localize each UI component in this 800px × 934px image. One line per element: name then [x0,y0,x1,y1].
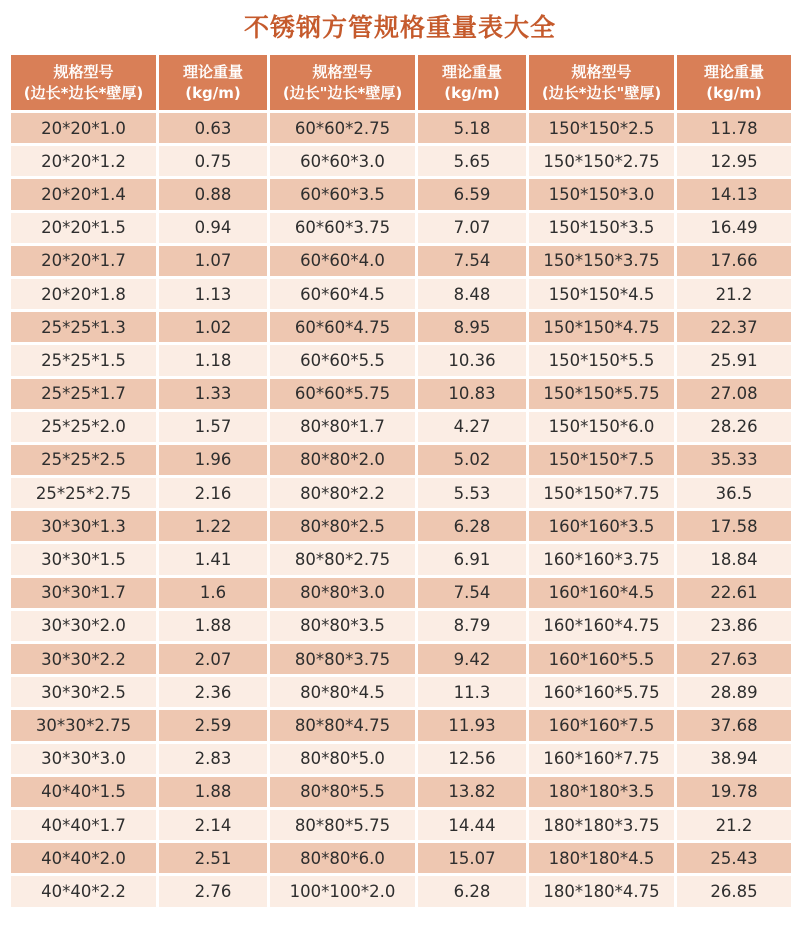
spec-cell: 40*40*2.2 [11,876,156,906]
spec-cell: 60*60*3.5 [270,179,415,209]
spec-cell: 30*30*1.5 [11,544,156,574]
weight-cell: 18.84 [677,544,791,574]
table-row [11,843,791,873]
weight-cell: 0.75 [159,146,267,176]
spec-cell: 150*150*5.5 [529,345,674,375]
weight-cell: 5.65 [418,146,526,176]
weight-cell: 25.43 [677,843,791,873]
column-header [418,55,526,110]
weight-cell: 10.36 [418,345,526,375]
spec-cell: 60*60*3.75 [270,213,415,243]
table-row [11,876,791,906]
column-header [677,55,791,110]
spec-cell: 60*60*4.5 [270,279,415,309]
spec-cell: 160*160*3.5 [529,511,674,541]
weight-cell: 1.22 [159,511,267,541]
spec-cell: 40*40*2.0 [11,843,156,873]
spec-cell: 150*150*7.75 [529,478,674,508]
weight-cell: 28.26 [677,412,791,442]
weight-cell: 8.79 [418,611,526,641]
column-header-title: 规格型号 [312,62,373,81]
spec-cell: 20*20*1.2 [11,146,156,176]
weight-cell: 23.86 [677,611,791,641]
weight-cell: 1.88 [159,777,267,807]
weight-cell: 14.13 [677,179,791,209]
weight-cell: 27.63 [677,644,791,674]
weight-cell: 7.54 [418,578,526,608]
spec-cell: 60*60*3.0 [270,146,415,176]
spec-cell: 25*25*1.3 [11,312,156,342]
spec-cell: 25*25*2.75 [11,478,156,508]
spec-cell: 20*20*1.0 [11,113,156,143]
column-header-subtitle: (边长"边长*壁厚) [282,83,403,102]
spec-cell: 60*60*4.0 [270,246,415,276]
page-title: 不锈钢方管规格重量表大全 [243,13,556,42]
spec-cell: 150*150*7.5 [529,445,674,475]
column-header-subtitle: (kg/m) [185,83,241,102]
weight-cell: 8.48 [418,279,526,309]
weight-cell: 5.53 [418,478,526,508]
column-header [159,55,267,110]
spec-cell: 20*20*1.8 [11,279,156,309]
spec-cell: 100*100*2.0 [270,876,415,906]
column-header-subtitle: (kg/m) [706,83,762,102]
spec-cell: 150*150*2.75 [529,146,674,176]
spec-cell: 80*80*6.0 [270,843,415,873]
weight-cell: 6.91 [418,544,526,574]
spec-cell: 180*180*3.75 [529,810,674,840]
weight-cell: 22.61 [677,578,791,608]
spec-cell: 150*150*4.5 [529,279,674,309]
table-row [11,544,791,574]
spec-cell: 80*80*4.75 [270,710,415,740]
table-row [11,445,791,475]
table-row [11,478,791,508]
weight-cell: 4.27 [418,412,526,442]
weight-cell: 38.94 [677,744,791,774]
spec-cell: 160*160*4.75 [529,611,674,641]
table-row [11,810,791,840]
weight-cell: 5.02 [418,445,526,475]
spec-cell: 180*180*4.75 [529,876,674,906]
spec-cell: 80*80*1.7 [270,412,415,442]
weight-cell: 1.41 [159,544,267,574]
spec-cell: 150*150*2.5 [529,113,674,143]
column-header-subtitle: (kg/m) [444,83,500,102]
spec-cell: 160*160*7.5 [529,710,674,740]
weight-cell: 1.18 [159,345,267,375]
table-row [11,113,791,143]
weight-cell: 2.59 [159,710,267,740]
spec-cell: 80*80*3.0 [270,578,415,608]
spec-cell: 60*60*2.75 [270,113,415,143]
spec-cell: 150*150*3.0 [529,179,674,209]
table-row [11,379,791,409]
spec-cell: 30*30*2.75 [11,710,156,740]
spec-cell: 25*25*2.5 [11,445,156,475]
weight-cell: 1.13 [159,279,267,309]
spec-cell: 40*40*1.5 [11,777,156,807]
table-row [11,246,791,276]
spec-cell: 160*160*5.75 [529,677,674,707]
weight-cell: 14.44 [418,810,526,840]
spec-cell: 80*80*5.0 [270,744,415,774]
weight-cell: 2.51 [159,843,267,873]
spec-cell: 25*25*1.5 [11,345,156,375]
table-row [11,777,791,807]
weight-cell: 2.76 [159,876,267,906]
spec-cell: 30*30*2.0 [11,611,156,641]
spec-cell: 25*25*2.0 [11,412,156,442]
column-header-title: 规格型号 [53,62,114,81]
weight-cell: 6.28 [418,511,526,541]
weight-cell: 28.89 [677,677,791,707]
spec-cell: 25*25*1.7 [11,379,156,409]
weight-cell: 2.16 [159,478,267,508]
weight-cell: 1.33 [159,379,267,409]
spec-cell: 160*160*5.5 [529,644,674,674]
table-row [11,312,791,342]
weight-cell: 1.07 [159,246,267,276]
spec-cell: 80*80*5.5 [270,777,415,807]
weight-cell: 12.56 [418,744,526,774]
table-row [11,213,791,243]
weight-cell: 35.33 [677,445,791,475]
spec-cell: 150*150*3.75 [529,246,674,276]
weight-cell: 0.94 [159,213,267,243]
table-header-row [11,55,791,110]
weight-cell: 7.07 [418,213,526,243]
weight-cell: 6.28 [418,876,526,906]
table-row [11,578,791,608]
spec-cell: 20*20*1.4 [11,179,156,209]
table-row [11,279,791,309]
weight-cell: 21.2 [677,279,791,309]
weight-cell: 11.93 [418,710,526,740]
spec-cell: 150*150*4.75 [529,312,674,342]
weight-cell: 11.3 [418,677,526,707]
weight-cell: 37.68 [677,710,791,740]
weight-cell: 1.57 [159,412,267,442]
spec-cell: 30*30*2.2 [11,644,156,674]
spec-cell: 30*30*2.5 [11,677,156,707]
spec-cell: 20*20*1.5 [11,213,156,243]
weight-cell: 21.2 [677,810,791,840]
weight-cell: 19.78 [677,777,791,807]
spec-cell: 80*80*5.75 [270,810,415,840]
column-header-title: 理论重量 [182,62,243,81]
weight-cell: 22.37 [677,312,791,342]
table-row [11,611,791,641]
weight-cell: 8.95 [418,312,526,342]
weight-cell: 5.18 [418,113,526,143]
weight-cell: 26.85 [677,876,791,906]
spec-cell: 80*80*2.5 [270,511,415,541]
spec-cell: 30*30*3.0 [11,744,156,774]
weight-cell: 6.59 [418,179,526,209]
spec-cell: 80*80*3.5 [270,611,415,641]
table-row [11,744,791,774]
weight-cell: 1.02 [159,312,267,342]
table-row [11,677,791,707]
weight-cell: 27.08 [677,379,791,409]
weight-cell: 0.63 [159,113,267,143]
column-header [11,55,156,110]
column-header [270,55,415,110]
table-row [11,146,791,176]
column-header-title: 规格型号 [571,62,632,81]
spec-cell: 30*30*1.7 [11,578,156,608]
spec-cell: 20*20*1.7 [11,246,156,276]
spec-cell: 180*180*4.5 [529,843,674,873]
weight-cell: 1.96 [159,445,267,475]
spec-cell: 80*80*2.2 [270,478,415,508]
weight-cell: 2.14 [159,810,267,840]
spec-cell: 160*160*3.75 [529,544,674,574]
spec-cell: 150*150*3.5 [529,213,674,243]
table-row [11,412,791,442]
spec-cell: 150*150*6.0 [529,412,674,442]
weight-cell: 10.83 [418,379,526,409]
table-row [11,644,791,674]
weight-cell: 16.49 [677,213,791,243]
weight-cell: 1.6 [159,578,267,608]
column-header-subtitle: (边长*边长*壁厚) [23,83,144,102]
weight-cell: 13.82 [418,777,526,807]
spec-cell: 40*40*1.7 [11,810,156,840]
table-body [11,113,791,907]
spec-cell: 160*160*4.5 [529,578,674,608]
weight-cell: 17.66 [677,246,791,276]
weight-cell: 12.95 [677,146,791,176]
spec-cell: 80*80*2.75 [270,544,415,574]
spec-cell: 60*60*5.5 [270,345,415,375]
weight-cell: 2.07 [159,644,267,674]
weight-cell: 11.78 [677,113,791,143]
column-header-title: 理论重量 [703,62,764,81]
spec-cell: 150*150*5.75 [529,379,674,409]
spec-cell: 30*30*1.3 [11,511,156,541]
weight-cell: 2.83 [159,744,267,774]
weight-cell: 15.07 [418,843,526,873]
spec-cell: 60*60*4.75 [270,312,415,342]
column-header-subtitle: (边长*边长"壁厚) [541,83,662,102]
spec-cell: 80*80*2.0 [270,445,415,475]
table-row [11,710,791,740]
column-header [529,55,674,110]
weight-cell: 9.42 [418,644,526,674]
spec-cell: 180*180*3.5 [529,777,674,807]
spec-cell: 60*60*5.75 [270,379,415,409]
spec-cell: 160*160*7.75 [529,744,674,774]
column-header-title: 理论重量 [441,62,502,81]
weight-cell: 1.88 [159,611,267,641]
spec-table [8,52,794,910]
weight-cell: 17.58 [677,511,791,541]
spec-cell: 80*80*3.75 [270,644,415,674]
weight-cell: 7.54 [418,246,526,276]
spec-cell: 80*80*4.5 [270,677,415,707]
table-row [11,179,791,209]
weight-cell: 36.5 [677,478,791,508]
table-row [11,511,791,541]
table-row [11,345,791,375]
weight-cell: 2.36 [159,677,267,707]
weight-cell: 25.91 [677,345,791,375]
weight-cell: 0.88 [159,179,267,209]
